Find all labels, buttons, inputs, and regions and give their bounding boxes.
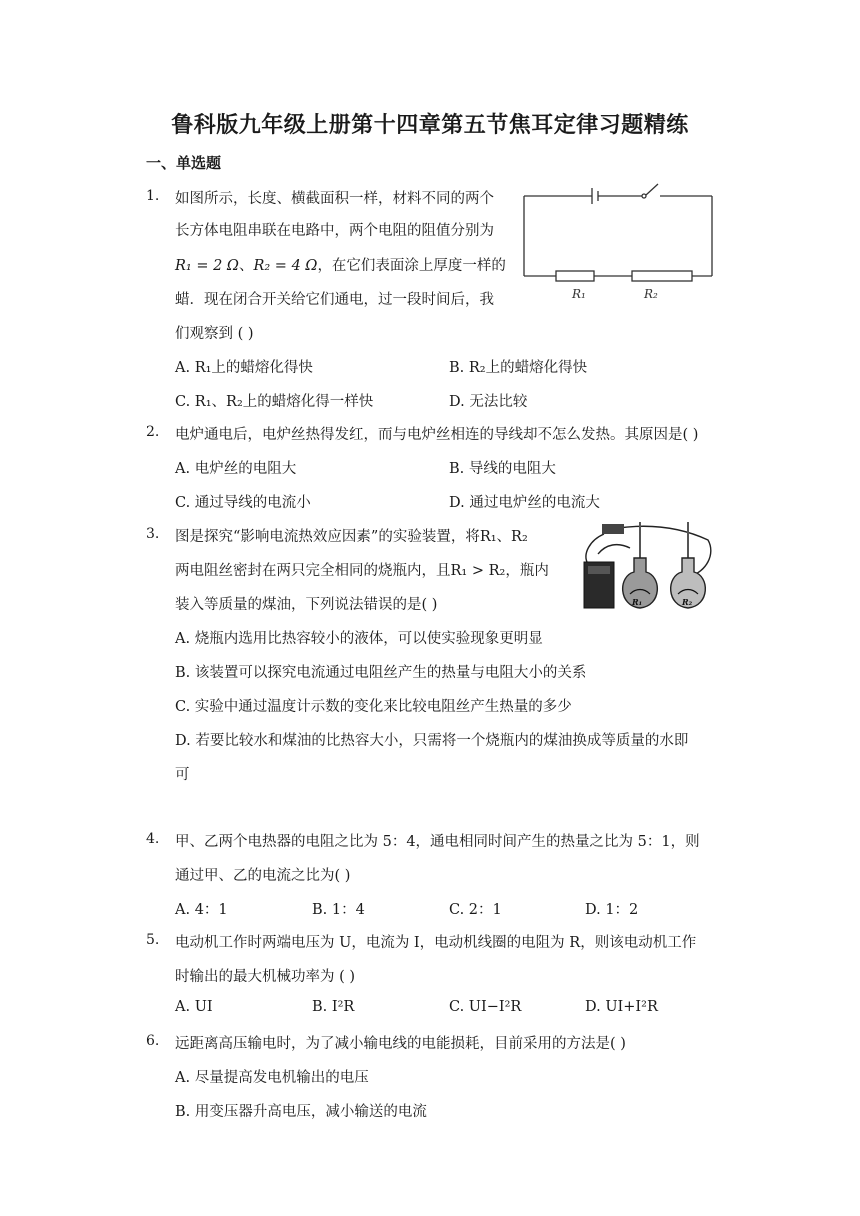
- question-text-line: 们观察到 ( ): [175, 326, 254, 342]
- option-c: C. UI−I²R: [449, 999, 522, 1015]
- page-title: 鲁科版九年级上册第十四章第五节焦耳定律习题精练: [171, 113, 689, 138]
- flask-right-label: R₂: [682, 597, 693, 607]
- option-b: B. I²R: [312, 999, 355, 1015]
- experiment-apparatus: [578, 514, 716, 614]
- question-text-line: 电动机工作时两端电压为 U，电流为 I，电动机线圈的电阻为 R，则该电动机工作: [175, 935, 697, 951]
- option-c: C. 2：1: [449, 902, 502, 918]
- option-d: D. 通过电炉丝的电流大: [449, 495, 600, 511]
- question-number: 1.: [146, 188, 160, 204]
- wire: [598, 545, 630, 554]
- question-number: 3.: [146, 526, 160, 542]
- option-c: C. 实验中通过温度计示数的变化来比较电阻丝产生热量的多少: [175, 699, 572, 715]
- option-b: B. 用变压器升高电压，减小输送的电流: [175, 1104, 427, 1120]
- wire: [618, 526, 711, 576]
- option-a: A. 尽量提高发电机输出的电压: [175, 1070, 369, 1086]
- option-c: C. R₁、R₂上的蜡熔化得一样快: [175, 394, 374, 410]
- question-text-line: 时输出的最大机械功率为 ( ): [175, 969, 356, 985]
- section-heading: 一、单选题: [146, 154, 222, 172]
- question-number: 5.: [146, 932, 160, 948]
- option-d-continued: 可: [175, 767, 190, 783]
- switch-contact: [642, 194, 646, 198]
- resistor-r1: [556, 271, 594, 281]
- question-text-line: 装入等质量的煤油，下列说法错误的是( ): [175, 597, 438, 613]
- resistor-r1-label: R₁: [572, 287, 586, 301]
- question-text-line: 图是探究“影响电流热效应因素”的实验装置，将R₁、R₂: [175, 529, 528, 545]
- circuit-diagram: [520, 178, 720, 306]
- question-number: 4.: [146, 831, 160, 847]
- question-text-line: 长方体电阻串联在电路中，两个电阻的阻值分别为: [175, 223, 494, 239]
- option-d: D. UI+I²R: [585, 999, 658, 1015]
- question-text-line: 通过甲、乙的电流之比为( ): [175, 868, 351, 884]
- question-text-fragment: ，在它们表面涂上厚度一样的: [317, 258, 506, 274]
- question-text-line: 两电阻丝密封在两只完全相同的烧瓶内，且R₁ > R₂，瓶内: [175, 563, 549, 579]
- question-text-line: 蜡．现在闭合开关给它们通电，过一段时间后，我: [175, 292, 494, 308]
- question-number: 6.: [146, 1033, 160, 1049]
- option-b: B. R₂上的蜡熔化得快: [449, 360, 588, 376]
- option-c: C. 通过导线的电流小: [175, 495, 311, 511]
- option-a: A. R₁上的蜡熔化得快: [175, 360, 313, 376]
- question-text-line: 如图所示，长度、横截面积一样，材料不同的两个: [175, 191, 494, 207]
- option-d: D. 若要比较水和煤油的比热容大小，只需将一个烧瓶内的煤油换成等质量的水即: [175, 733, 689, 749]
- option-a: A. 电炉丝的电阻大: [175, 461, 297, 477]
- option-a: A. 烧瓶内选用比热容较小的液体，可以使实验现象更明显: [175, 631, 543, 647]
- wire: [586, 534, 604, 564]
- formula-r2: R₂ = 4 Ω: [253, 258, 318, 274]
- option-d: D. 无法比较: [449, 394, 528, 410]
- formula-r1: R₁ = 2 Ω: [175, 258, 239, 274]
- question-text-line: 远距离高压输电时，为了减小输电线的电能损耗，目前采用的方法是( ): [175, 1036, 626, 1052]
- option-a: A. 4：1: [175, 902, 228, 918]
- flask-left-label: R₁: [632, 597, 643, 607]
- resistor-r2-label: R₂: [644, 287, 658, 301]
- switch: [602, 524, 624, 534]
- formula-separator: 、: [238, 258, 254, 274]
- option-b: B. 导线的电阻大: [449, 461, 556, 477]
- question-formula-line: [175, 254, 506, 275]
- question-text-line: 电炉通电后，电炉丝热得发红，而与电炉丝相连的导线却不怎么发热。其原因是( ): [175, 427, 699, 443]
- option-b: B. 该装置可以探究电流通过电阻丝产生的热量与电阻大小的关系: [175, 665, 587, 681]
- question-text-line: 甲、乙两个电热器的电阻之比为 5：4，通电相同时间产生的热量之比为 5：1，则: [175, 834, 700, 850]
- question-number: 2.: [146, 424, 160, 440]
- resistor-r2: [632, 271, 692, 281]
- option-b: B. 1：4: [312, 902, 365, 918]
- option-d: D. 1：2: [585, 902, 639, 918]
- switch-lever: [646, 184, 658, 195]
- option-a: A. UI: [175, 999, 213, 1015]
